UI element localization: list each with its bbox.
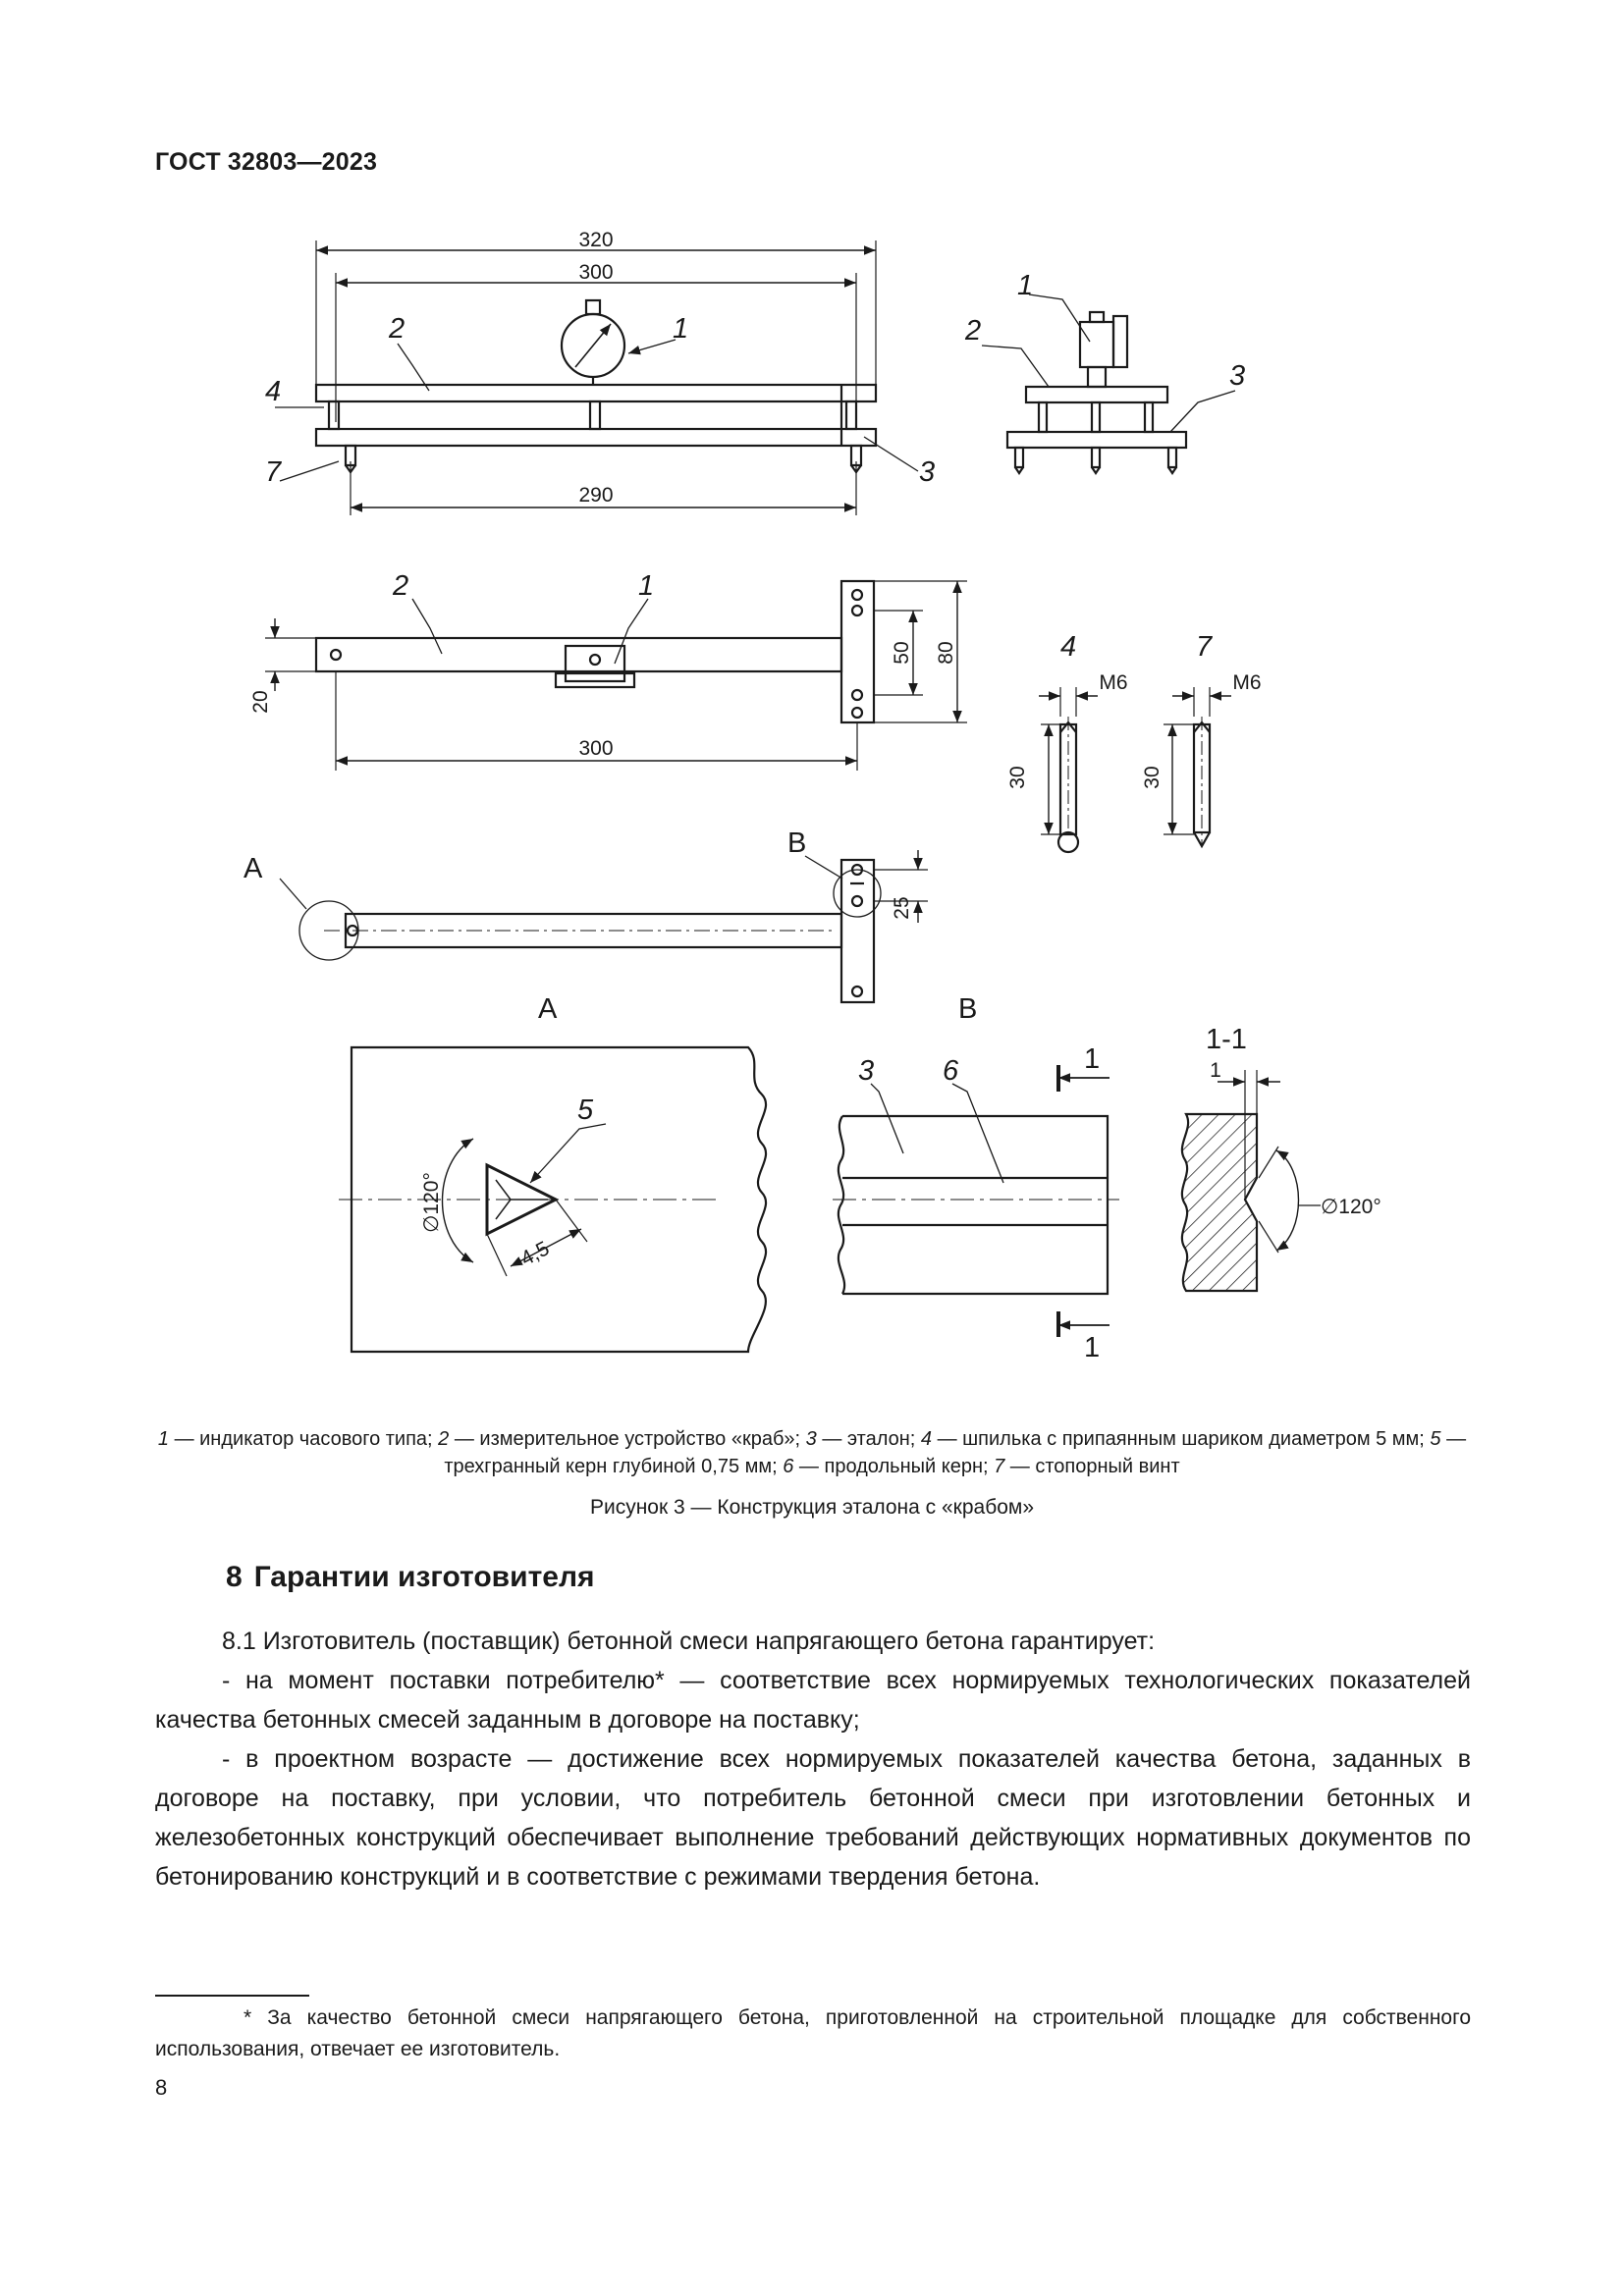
dim-1-text: 1 (1210, 1059, 1221, 1082)
callout-4-pin: 4 (1060, 631, 1077, 663)
legend-num-7: 7 (994, 1456, 1005, 1477)
standard-bar (316, 429, 876, 446)
callout-7-front: 7 (265, 456, 282, 488)
crab-bar (316, 385, 876, 401)
callout-3-front: 3 (919, 456, 936, 488)
figure-legend (147, 1425, 1477, 1480)
legend-text-6: — продольный керн; (793, 1456, 995, 1477)
callout-4-front: 4 (265, 376, 282, 407)
legend-num-3: 3 (805, 1428, 817, 1450)
dim-300-plan-text: 300 (578, 737, 614, 760)
legend-num-6: 6 (783, 1456, 794, 1477)
legend-num-5: 5 (1430, 1428, 1441, 1450)
dim-300-text: 300 (578, 261, 614, 284)
legend-num-2: 2 (438, 1428, 450, 1450)
cut-mark-top: 1 (1084, 1043, 1101, 1075)
angle-a-text: ∅120° (420, 1172, 443, 1233)
section-heading (226, 1561, 607, 1594)
footnote: * За качество бетонной смеси напрягающего бетона, приготовленной на строительной площадке для собственного использования, отвечает ее изготовитель. (155, 2006, 1471, 2060)
side-view (982, 294, 1235, 473)
dim-20-text: 20 (249, 690, 272, 714)
legend-text-4: — шпилька с припаянным шариком диаметром 5 мм; (932, 1428, 1431, 1450)
view-marker-a: А (244, 853, 263, 884)
dim-320-text: 320 (578, 229, 614, 251)
legend-num-1: 1 (157, 1428, 170, 1450)
section-1-1 (1182, 1070, 1321, 1291)
cut-mark-bottom: 1 (1084, 1332, 1101, 1363)
callout-2-front: 2 (389, 313, 406, 345)
detail-b-title: В (958, 993, 978, 1025)
section-title: Гарантии изготовителя (253, 1561, 595, 1593)
footnote-divider (155, 1995, 309, 1997)
dim-30-pin4-text: 30 (1006, 766, 1029, 789)
legend-text-5: — трехгранный керн глубиной 0,75 мм; (444, 1428, 1467, 1477)
document-header: ГОСТ 32803—2023 (155, 148, 378, 176)
angle-b-text: ∅120° (1321, 1196, 1381, 1218)
detail-a-view (339, 1047, 766, 1352)
plan-view (265, 581, 967, 771)
view-marker-b: В (787, 828, 807, 859)
section-number: 8 (226, 1561, 243, 1593)
dim-50-text: 50 (891, 641, 913, 665)
paragraph-item-delivery: - на момент поставки потребителю* — соответствие всех нормируемых технологических показателей качества бетонных смесей заданным в договоре на поставку; (155, 1667, 1471, 1734)
callout-6: 6 (943, 1055, 959, 1087)
callout-5: 5 (577, 1095, 594, 1126)
legend-text-3: — эталон; (816, 1428, 921, 1450)
dim-m6-pin4-text: М6 (1099, 671, 1128, 694)
dim-m6-pin7-text: М6 (1232, 671, 1262, 694)
callout-2-side: 2 (965, 315, 982, 347)
callout-2-plan: 2 (393, 570, 409, 602)
callout-3-detail-b: 3 (858, 1055, 875, 1087)
figure-caption: Рисунок 3 — Конструкция эталона с «крабом» (589, 1496, 1035, 1519)
dim-25-text: 25 (891, 896, 913, 920)
legend-num-4: 4 (920, 1428, 933, 1450)
dim-30-pin7-text: 30 (1141, 766, 1164, 789)
legend-text-7: — стопорный винт (1004, 1456, 1180, 1477)
detail-b-view (833, 1065, 1119, 1337)
callout-3-side: 3 (1229, 360, 1246, 392)
callout-1-side: 1 (1017, 270, 1034, 301)
dim-80-text: 80 (935, 641, 957, 665)
section-1-1-title: 1-1 (1206, 1024, 1247, 1055)
detail-a-title: А (538, 993, 558, 1025)
pin-details (1039, 687, 1231, 852)
callout-7-pin: 7 (1196, 631, 1213, 663)
paragraph-item-design-age: - в проектном возрасте — достижение всех нормируемых показателей качества бетона, заданных в договоре на поставку, при условии, что потребитель бетонной смеси при изготовлении бетонных и железобетонных конструкций обеспечивает выполнение требований действующих нормативных документов по бетонированию конструкций и в соответствие с режимами твердения бетона. (155, 1745, 1471, 1891)
callout-1-plan: 1 (638, 570, 655, 602)
dim-290-text: 290 (578, 484, 614, 507)
paragraph-8-1: 8.1 Изготовитель (поставщик) бетонной смеси напрягающего бетона гарантирует: (222, 1628, 1156, 1655)
legend-text-2: — измерительное устройство «краб»; (449, 1428, 806, 1450)
page-number: 8 (155, 2075, 168, 2100)
standard-view (280, 850, 928, 1002)
callout-1-front: 1 (673, 313, 689, 345)
legend-text-1: — индикатор часового типа; (169, 1428, 439, 1450)
dim-4-5-text: 4,5 (516, 1237, 554, 1271)
